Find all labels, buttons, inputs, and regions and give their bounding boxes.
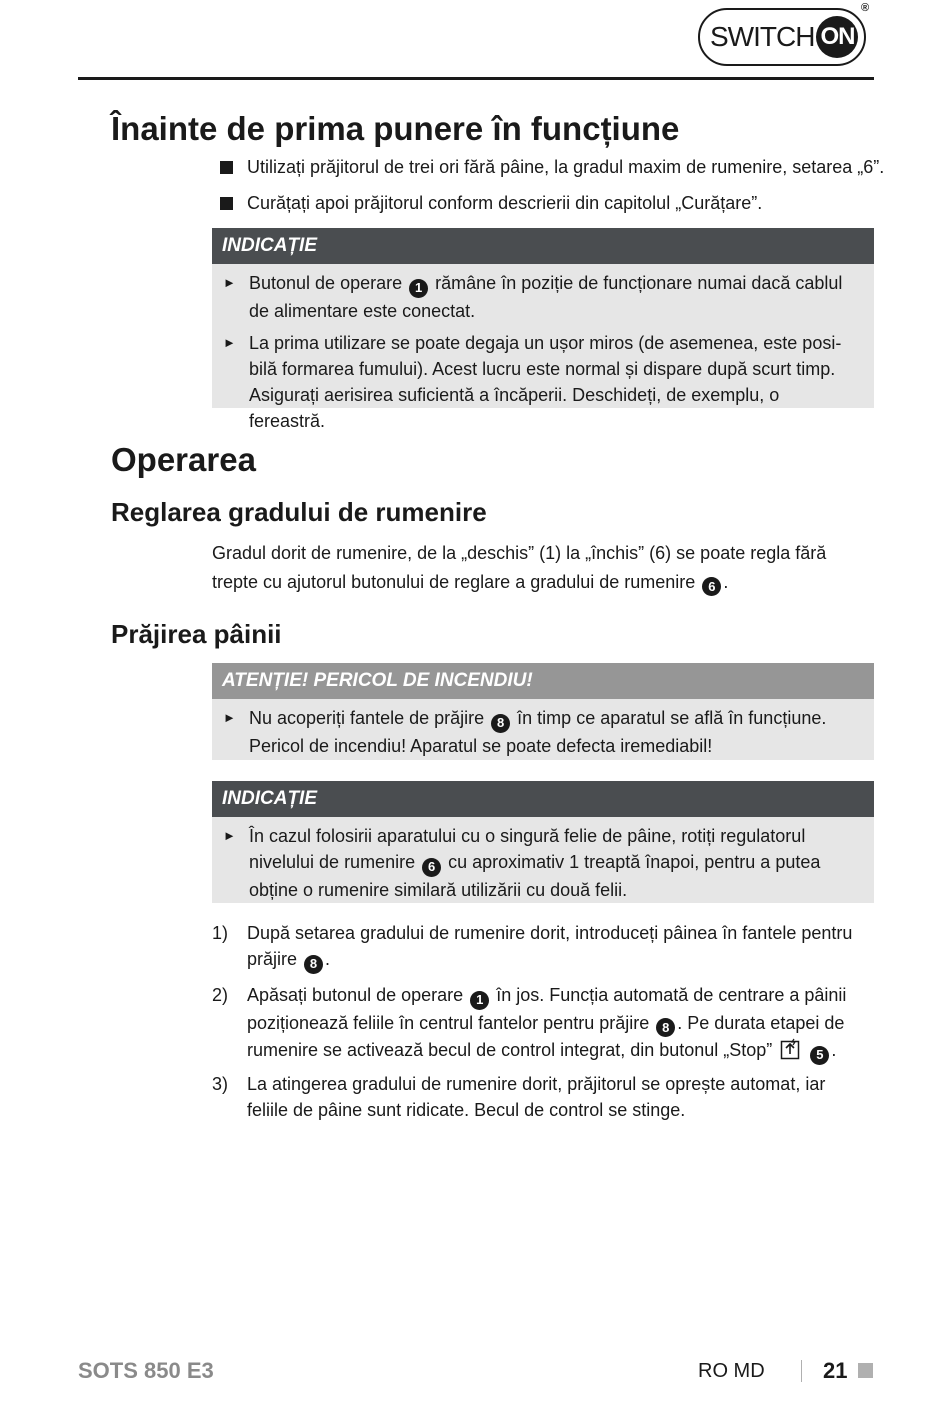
warning-heading: ATENȚIE! PERICOL DE INCENDIU! <box>212 663 874 699</box>
note-bullet <box>223 270 860 324</box>
control-number-badge: 1 <box>470 991 489 1010</box>
step-line <box>247 1010 874 1038</box>
warning-text: Nu acoperiți fantele de prăjire <box>249 708 485 728</box>
step-text: . Pe durata etapei de <box>677 1012 845 1033</box>
square-bullet-icon <box>220 197 233 210</box>
logo-on-badge: ON <box>816 16 858 58</box>
footer-model: SOTS 850 E3 <box>78 1358 214 1383</box>
note-text: La prima utilizare se poate degaja un ușor miros (de asemenea, este posi- <box>249 332 842 353</box>
step-number: 2) <box>212 985 229 1005</box>
note-box <box>212 781 874 903</box>
step-text: . <box>325 949 331 969</box>
arrow-bullet-icon: ► <box>223 275 236 290</box>
step-text: poziționează feliile în centrul fantelor pentru prăjire <box>247 1012 650 1033</box>
paragraph-line: Gradul dorit de rumenire, de la „deschis” (1) la „închis” (6) se poate regla fără <box>212 543 827 563</box>
subsection-title-browning: Reglarea gradului de rumenire <box>111 497 487 527</box>
footer-language: RO MD <box>698 1360 765 1382</box>
step-text: feliile de pâine sunt ridicate. Becul de control se stinge. <box>247 1100 686 1120</box>
note-text: bilă formarea fumului). Acest lucru este normal și dispare după scurt timp. <box>249 358 836 379</box>
registered-mark: ® <box>861 2 870 14</box>
note-text: obține o rumenire similară utilizării cu două felii. <box>249 879 628 900</box>
warning-bullet <box>223 705 860 759</box>
note-text: nivelului de rumenire <box>249 852 416 872</box>
browning-paragraph <box>212 539 872 597</box>
control-number-badge: 6 <box>422 858 441 877</box>
step-number: 1) <box>212 923 229 943</box>
note-box <box>212 228 874 431</box>
step-line <box>247 1037 874 1065</box>
warning-body <box>212 699 874 769</box>
paragraph-text: . <box>723 572 729 592</box>
note-text: rămâne în poziție de funcționare numai dacă cablul de alimentare este conectat. <box>249 273 843 321</box>
step-item <box>212 920 874 974</box>
warning-text: Pericol de incendiu! Aparatul se poate defecta iremediabil! <box>249 735 713 756</box>
warning-text: în timp ce aparatul se află în funcțiune. <box>517 708 827 728</box>
square-bullet-icon <box>220 161 233 174</box>
note-text: cu aproximativ 1 treaptă înapoi, pentru a putea <box>448 852 821 872</box>
step-text: După setarea gradului de rumenire dorit, introduceți pâinea în fantele pentru <box>247 923 853 943</box>
paragraph-line <box>212 568 872 597</box>
brand-logo <box>698 8 866 66</box>
page-number: 21 <box>823 1358 848 1383</box>
step-text: în jos. Funcția automată de centrare a pâinii <box>496 985 847 1005</box>
control-number-badge: 8 <box>491 714 510 733</box>
header-divider <box>78 77 874 80</box>
note-bullet <box>223 823 860 903</box>
arrow-bullet-icon: ► <box>223 334 236 350</box>
footer-divider <box>801 1360 802 1382</box>
footer-square-icon <box>858 1363 873 1378</box>
step-number: 3) <box>212 1074 229 1094</box>
control-number-badge: 1 <box>409 279 428 298</box>
step-text: La atingerea gradului de rumenire dorit, prăjitorul se oprește automat, iar <box>247 1074 826 1094</box>
step-text: Apăsați butonul de operare <box>247 985 464 1005</box>
arrow-bullet-icon: ► <box>223 710 236 725</box>
note-heading: INDICAȚIE <box>212 228 874 264</box>
list-item-text: Utilizați prăjitorul de trei ori fără pâine, la gradul maxim de rumenire, setarea „6”. <box>247 157 885 177</box>
warning-box <box>212 663 874 760</box>
control-number-badge: 5 <box>810 1046 829 1065</box>
note-body <box>212 817 874 913</box>
control-number-badge: 8 <box>656 1018 675 1037</box>
step-text: . <box>831 1040 837 1060</box>
note-text: Butonul de operare <box>249 273 403 293</box>
arrow-bullet-icon: ► <box>223 828 236 843</box>
step-item <box>212 1071 874 1123</box>
note-text: Asigurați aerisirea suficientă a încăperii. Deschideți, de exemplu, o fereastră. <box>249 384 780 431</box>
note-body <box>212 264 874 444</box>
paragraph-text: trepte cu ajutorul butonului de reglare a gradului de rumenire <box>212 572 696 592</box>
step-line <box>247 946 874 974</box>
logo-text: SWITCH <box>710 21 815 52</box>
step-line <box>247 982 874 1010</box>
section-title-operation: Operarea <box>111 441 256 478</box>
note-bullet <box>223 330 860 434</box>
note-text: În cazul folosirii aparatului cu o singură felie de pâine, rotiți regulatorul <box>249 826 806 846</box>
control-number-badge: 6 <box>702 577 721 596</box>
note-heading: INDICAȚIE <box>212 781 874 817</box>
step-text: prăjire <box>247 949 298 969</box>
step-item <box>212 982 874 1065</box>
control-number-badge: 8 <box>304 955 323 974</box>
note-line <box>249 849 860 877</box>
stop-button-icon <box>780 1038 800 1060</box>
subsection-title-toasting: Prăjirea pâinii <box>111 619 282 649</box>
step-text: rumenire se activează becul de control integrat, din butonul „Stop” <box>247 1040 773 1060</box>
section-title-before-first-use: Înainte de prima punere în funcțiune <box>111 110 680 147</box>
list-item-text: Curățați apoi prăjitorul conform descrierii din capitolul „Curățare”. <box>247 193 763 213</box>
